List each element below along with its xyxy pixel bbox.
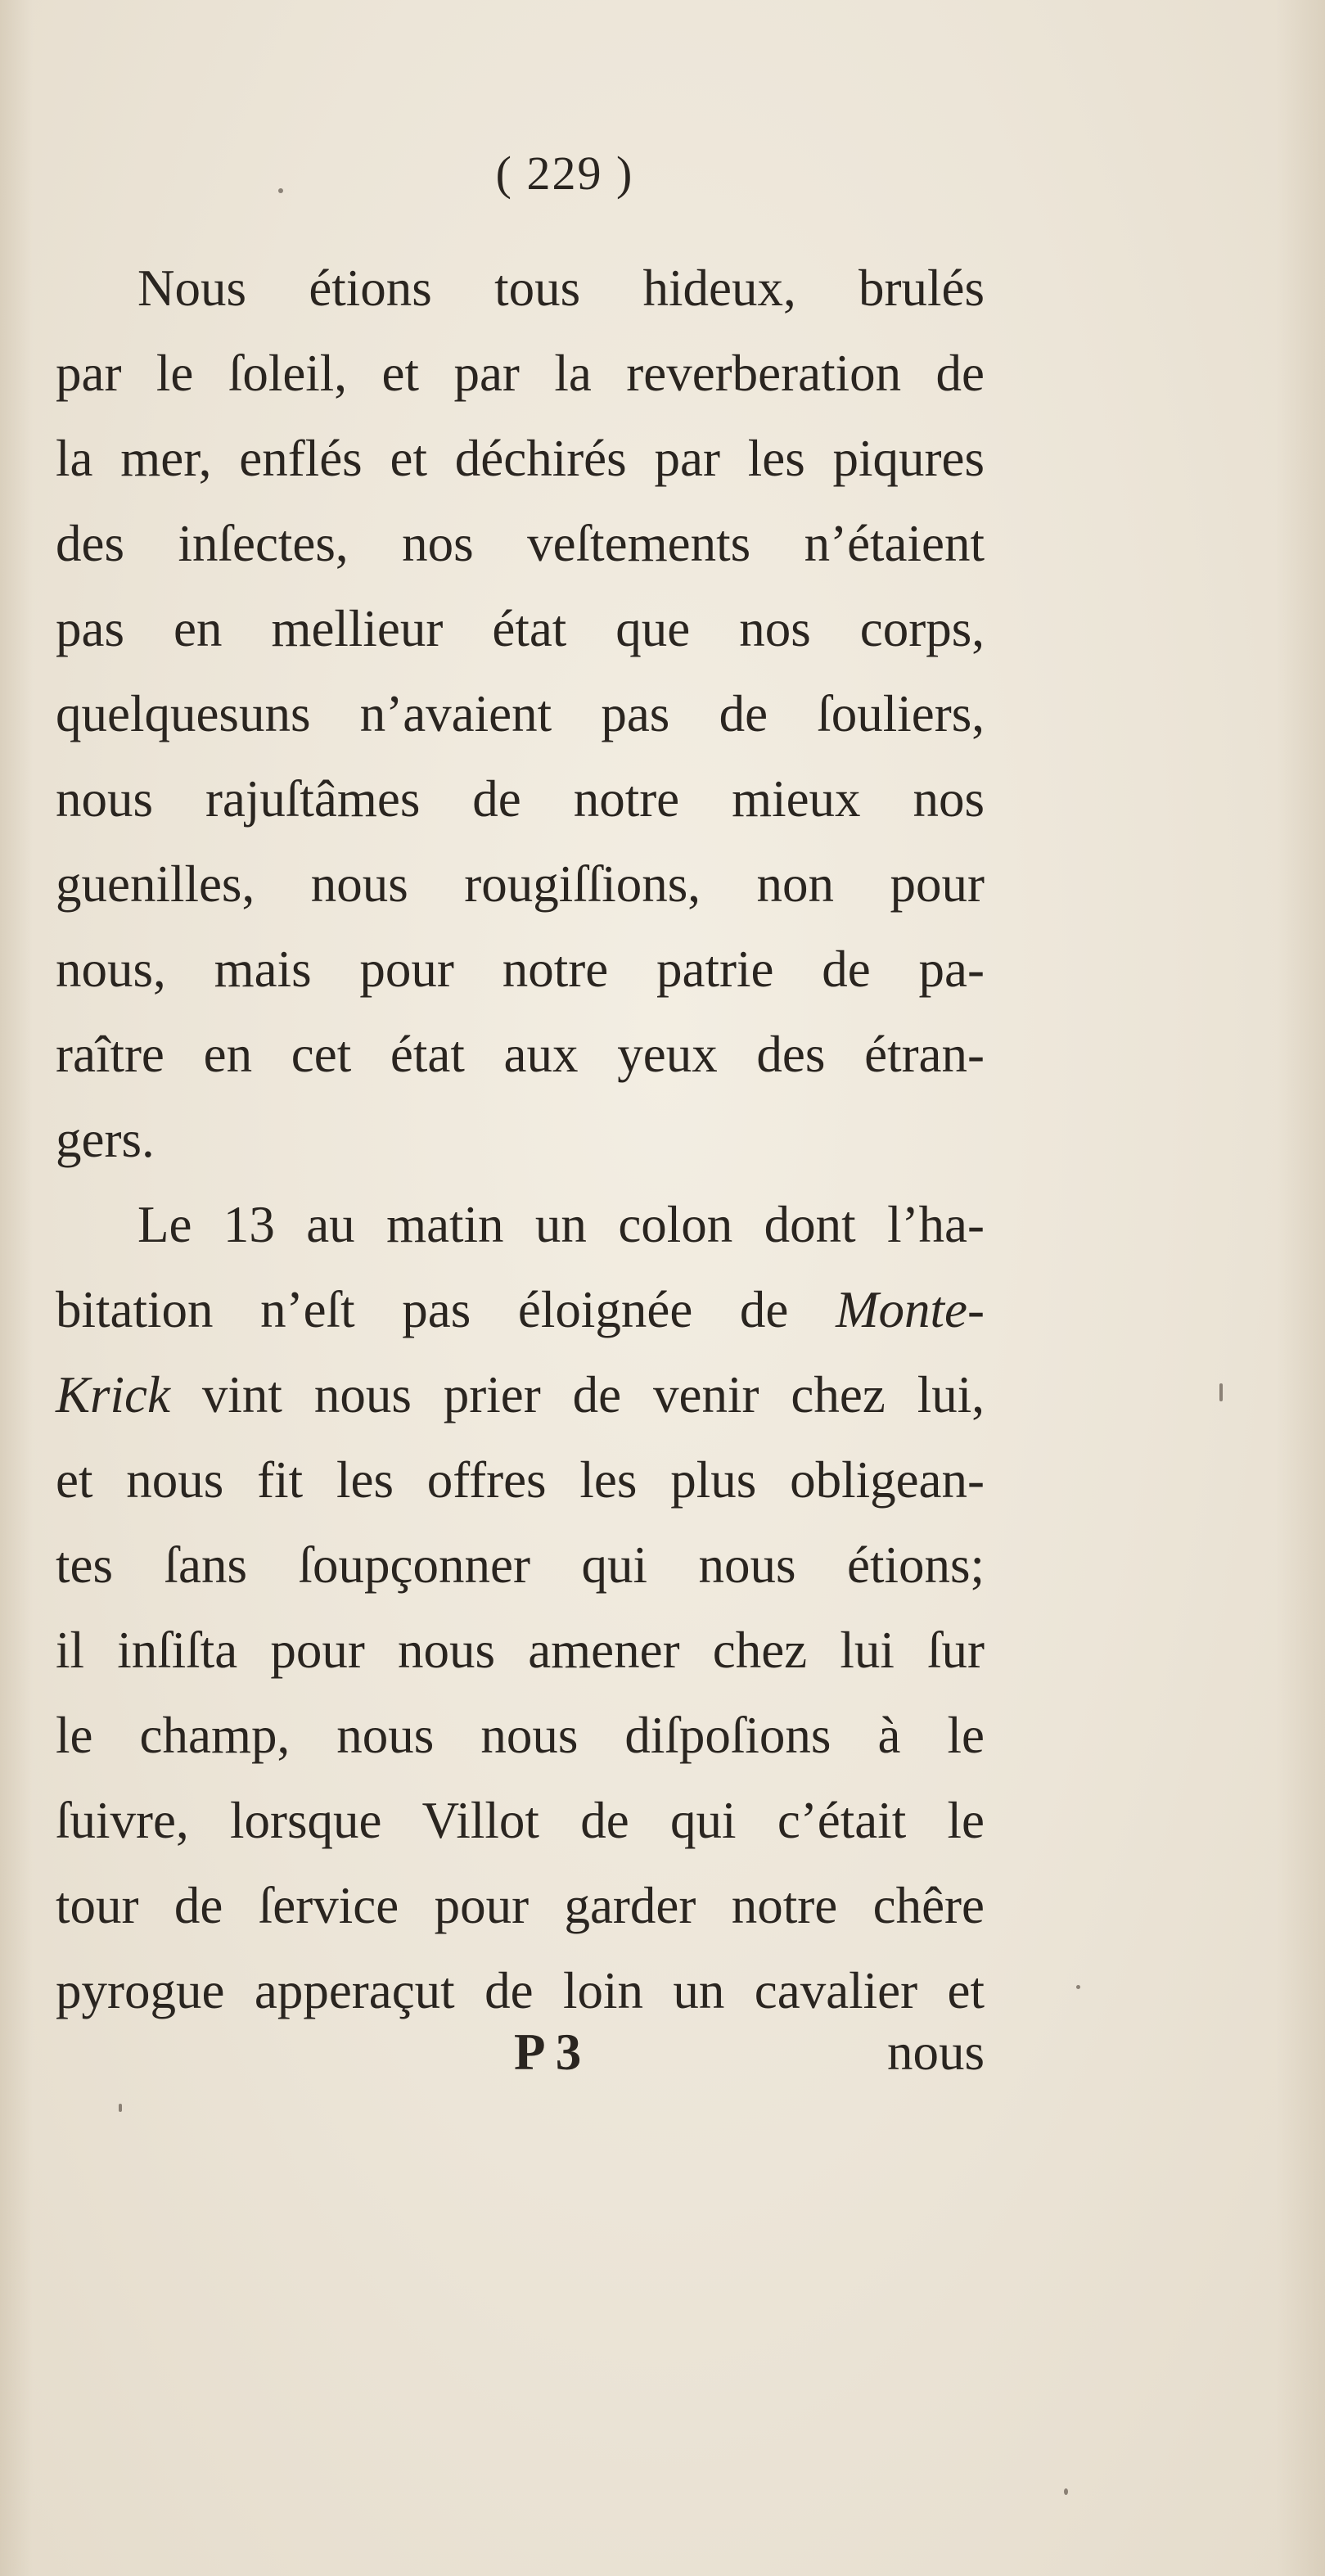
text-line: quelquesuns n’avaient pas de ſouliers, (56, 685, 985, 742)
text-line-with-italic (56, 1352, 985, 1437)
italic-place-name: Krick (56, 1366, 170, 1423)
page-edge-shadow-left (0, 0, 33, 2576)
text-line: par le ſoleil, et par la reverberation de (56, 345, 985, 402)
text-line: et nous fit les offres les plus obligean- (56, 1451, 985, 1509)
text-line: il inſiſta pour nous amener chez lui ſur (56, 1622, 985, 1679)
text-line: gers. (56, 1111, 155, 1168)
text-line: tes ſans ſoupçonner qui nous étions; (56, 1536, 985, 1594)
text-line: Nous étions tous hideux, brulés (137, 259, 985, 317)
text-line: la mer, enflés et déchirés par les piqures (56, 430, 985, 487)
paper-speck (1219, 1383, 1223, 1401)
text-line: tour de ſervice pour garder notre chêre (56, 1877, 985, 1934)
text-line: pyrogue apperaçut de loin un cavalier et (56, 1962, 985, 2019)
text-line: raître en cet état aux yeux des étran- (56, 1026, 985, 1083)
text-line: des inſectes, nos veſtements n’étaient (56, 515, 985, 572)
text-line: nous, mais pour notre patrie de pa- (56, 941, 985, 998)
catchword: nous (886, 2023, 985, 2081)
italic-place-name: Monte- (836, 1281, 985, 1338)
text-line: nous rajuſtâmes de notre mieux nos (56, 770, 985, 828)
paper-speck (1076, 1985, 1080, 1989)
text-line: le champ, nous nous diſpoſions à le (56, 1707, 985, 1764)
body-text (56, 246, 985, 2033)
paper-speck (119, 2104, 122, 2112)
paper-speck (278, 188, 283, 193)
page-footer (56, 2015, 985, 2089)
page-edge-shadow-right (1276, 0, 1325, 2576)
page-number: ( 229 ) (495, 147, 634, 200)
text-line: pas en mellieur état que nos corps, (56, 600, 985, 657)
text-line: Le 13 au matin un colon dont l’ha- (137, 1196, 985, 1253)
text-line-with-italic (56, 1267, 985, 1352)
text-line: ſuivre, lorsque Villot de qui c’était le (56, 1792, 985, 1849)
text-line: guenilles, nous rougiſſions, non pour (56, 855, 985, 913)
signature-mark: P 3 (514, 2023, 582, 2081)
paper-speck (1064, 2488, 1068, 2495)
text-span: vint nous prier de venir chez lui, (201, 1366, 985, 1423)
text-span: bitation n’eſt pas éloignée de (56, 1281, 789, 1338)
